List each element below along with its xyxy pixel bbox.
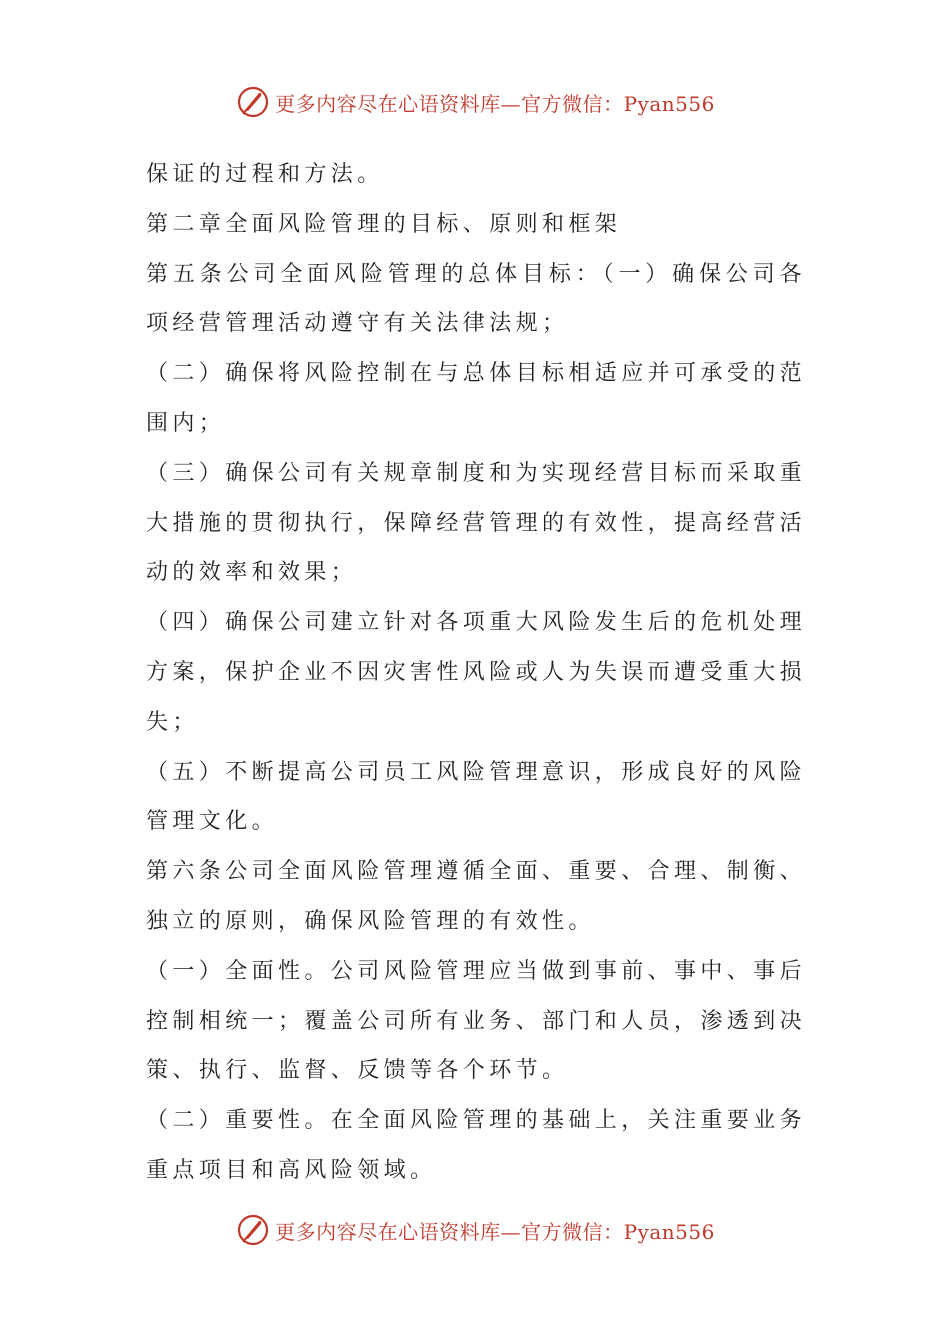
- paragraph: （二）确保将风险控制在与总体目标相适应并可承受的范围内；: [146, 361, 807, 436]
- paragraph: （二）重要性。在全面风险管理的基础上，关注重要业务重点项目和高风险领域。: [146, 1108, 807, 1183]
- header-banner-text: 更多内容尽在心语资料库—官方微信：Pyan556: [275, 91, 715, 116]
- paragraph: 第五条公司全面风险管理的总体目标：（一）确保公司各项经营管理活动遵守有关法律法规；: [146, 261, 806, 337]
- document-body: [146, 150, 806, 1196]
- paragraph: （四）确保公司建立针对各项重大风险发生后的危机处理方案，保护企业不因灾害性风险或人为失误而遭受重大损失；: [146, 610, 807, 735]
- quill-pen-icon: [235, 1212, 271, 1248]
- paragraph: （五）不断提高公司员工风险管理意识，形成良好的风险管理文化。: [146, 759, 807, 835]
- chapter-heading: 第二章全面风险管理的目标、原则和框架: [146, 211, 622, 237]
- paragraph: 保证的过程和方法。: [146, 162, 384, 187]
- footer-banner-text: 更多内容尽在心语资料库—官方微信：Pyan556: [275, 1219, 715, 1244]
- header-banner: [0, 82, 950, 122]
- paragraph: （三）确保公司有关规章制度和为实现经营目标而采取重大措施的贯彻执行，保障经营管理的有效性，提高经营活动的效率和效果；: [146, 460, 807, 586]
- quill-pen-icon: [235, 84, 271, 120]
- paragraph: （一）全面性。公司风险管理应当做到事前、事中、事后控制相统一；覆盖公司所有业务、部门和人员，渗透到决策、执行、监督、反馈等各个环节。: [146, 958, 807, 1084]
- footer-banner: [0, 1210, 950, 1250]
- paragraph: 第六条公司全面风险管理遵循全面、重要、合理、制衡、独立的原则，确保风险管理的有效性。: [146, 859, 807, 934]
